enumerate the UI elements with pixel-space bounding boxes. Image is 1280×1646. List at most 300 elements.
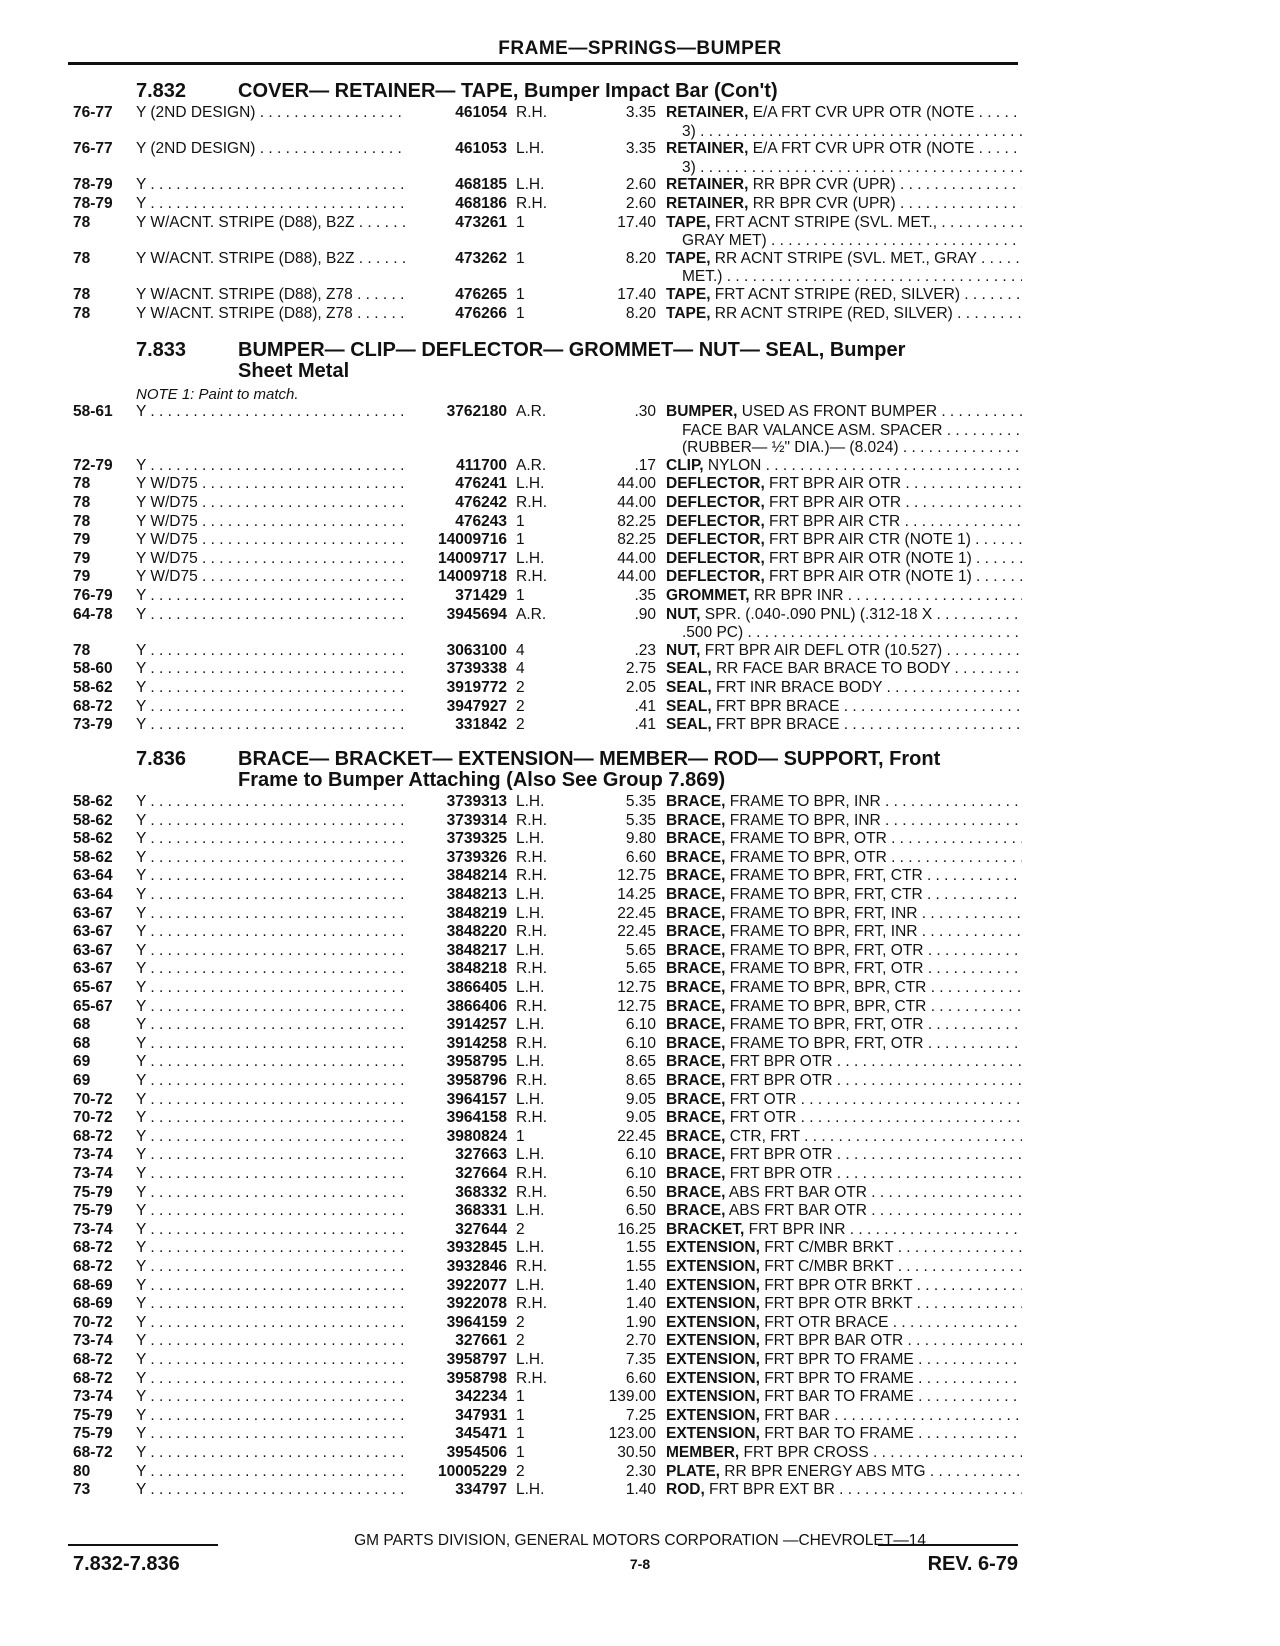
part-detail: FRT C/MBR BRKT: [759, 1239, 894, 1257]
quantity: L.H.: [516, 1481, 545, 1499]
part-detail: E/A FRT CVR UPR OTR (NOTE: [748, 104, 975, 121]
part-name: EXTENSION,: [666, 1239, 760, 1257]
part-row: [0, 886, 1280, 905]
part-detail: RR FACE BAR BRACE TO BODY: [711, 660, 951, 678]
application: Y . . .: [136, 849, 406, 868]
price: 82.25: [617, 531, 656, 549]
part-detail: FRT BPR AIR DEFL OTR (10.527): [700, 641, 943, 659]
section-title: COVER— RETAINER— TAPE, Bumper Impact Bar (Con't): [238, 80, 778, 102]
application: Y . . .: [136, 1165, 406, 1184]
part-row: [0, 494, 1280, 513]
part-number: 3932845: [446, 1239, 507, 1257]
year-range: 80: [73, 1462, 91, 1480]
part-name: DEFLECTOR,: [666, 531, 765, 549]
part-number: 3964158: [446, 1109, 507, 1127]
year-range: 68-72: [73, 1444, 113, 1461]
part-row: [0, 1407, 1280, 1426]
part-name: BRACE,: [666, 923, 726, 941]
part-name: NUT,: [666, 605, 701, 623]
part-detail: FRAME TO BPR, OTR: [725, 830, 887, 848]
year-range: 75-79: [73, 1425, 113, 1443]
part-detail: FRAME TO BPR, INR: [725, 811, 881, 829]
year-range: 73-74: [73, 1165, 113, 1182]
part-detail: RR ACNT STRIPE (RED, SILVER): [710, 304, 953, 322]
part-row: [0, 286, 1280, 305]
description-continued: [0, 123, 1280, 142]
part-name: SEAL,: [666, 716, 712, 734]
application: Y . . .: [136, 1351, 406, 1370]
part-number: 3958798: [446, 1369, 507, 1387]
quantity: L.H.: [516, 1016, 545, 1034]
part-number: 3919772: [446, 679, 507, 696]
part-row: [0, 867, 1280, 886]
part-name: RETAINER,: [666, 195, 749, 212]
year-range: 68-72: [73, 1239, 113, 1257]
price: .35: [634, 587, 656, 604]
price: 6.10: [625, 1034, 656, 1052]
description: [666, 1184, 1022, 1203]
price: 6.50: [625, 1183, 656, 1201]
year-range: 72-79: [73, 456, 113, 474]
part-row: [0, 176, 1280, 195]
application: Y . . .: [136, 1035, 406, 1054]
price: 2.75: [625, 660, 656, 678]
part-detail-continued: (RUBBER— ½" DIA.)— (8.024) . . .: [682, 439, 1022, 458]
year-range: 78: [73, 249, 91, 267]
quantity: 1: [516, 304, 525, 322]
description: [666, 403, 1022, 422]
application: Y . . .: [136, 1295, 406, 1314]
description: [666, 1425, 1022, 1444]
description: [666, 250, 1022, 269]
part-number: 3954506: [446, 1444, 507, 1461]
part-number: 468186: [455, 195, 507, 212]
price: 44.00: [617, 549, 656, 567]
description: [666, 1370, 1022, 1389]
description: [666, 1035, 1022, 1054]
application: Y . . .: [136, 1146, 406, 1165]
part-row: [0, 1351, 1280, 1370]
price: .17: [634, 456, 656, 474]
year-range: 58-62: [73, 793, 113, 810]
part-number: 476265: [455, 286, 507, 303]
description-continued: [0, 268, 1280, 287]
part-row: [0, 960, 1280, 979]
price: 5.35: [625, 811, 656, 829]
price: 1.90: [625, 1313, 656, 1331]
part-name: EXTENSION,: [666, 1388, 760, 1406]
part-name: BRACE,: [666, 1072, 726, 1089]
description: [666, 1072, 1022, 1091]
year-range: 58-60: [73, 660, 113, 678]
section-title-continued: Frame to Bumper Attaching (Also See Group 7.869): [238, 769, 726, 791]
part-number: 3739326: [446, 848, 507, 866]
description: [666, 1258, 1022, 1277]
part-number: 3958796: [446, 1072, 507, 1089]
part-number: 476242: [455, 494, 507, 511]
price: 6.60: [625, 848, 656, 866]
part-number: 10005229: [438, 1462, 507, 1480]
part-name: NUT,: [666, 641, 701, 659]
part-row: [0, 1314, 1280, 1333]
part-detail: FRT BPR OTR: [725, 1146, 833, 1164]
part-row: [0, 475, 1280, 494]
price: 2.30: [625, 1462, 656, 1480]
part-name: SEAL,: [666, 697, 712, 715]
part-number: 476266: [455, 304, 507, 322]
section-heading-7832: [136, 81, 778, 102]
quantity: 2: [516, 679, 525, 696]
quantity: R.H.: [516, 104, 547, 121]
application: Y . . .: [136, 942, 406, 961]
part-row: [0, 1221, 1280, 1240]
year-range: 63-67: [73, 960, 113, 978]
price: 9.80: [625, 830, 656, 848]
price: 5.35: [625, 793, 656, 810]
part-row: [0, 849, 1280, 868]
part-number: 3848214: [446, 867, 507, 885]
part-detail: FRAME TO BPR, FRT, INR: [725, 923, 918, 941]
part-name: EXTENSION,: [666, 1332, 760, 1350]
part-row: [0, 1202, 1280, 1221]
part-row: [0, 1053, 1280, 1072]
description: [666, 1128, 1022, 1147]
part-detail: FRT BAR: [759, 1406, 830, 1424]
part-detail: ABS FRT BAR OTR: [725, 1183, 867, 1201]
part-detail: RR BPR CVR (UPR): [748, 176, 896, 194]
part-name: EXTENSION,: [666, 1369, 760, 1387]
part-number: 3945694: [446, 605, 507, 623]
header-rule: [68, 62, 1018, 65]
part-number: 345471: [455, 1425, 507, 1443]
year-range: 78: [73, 213, 91, 231]
year-range: 63-64: [73, 886, 113, 903]
quantity: R.H.: [516, 923, 547, 941]
part-row: [0, 195, 1280, 214]
part-detail: RR ACNT STRIPE (SVL. MET., GRAY: [710, 249, 977, 267]
page-header: FRAME—SPRINGS—BUMPER: [498, 38, 782, 59]
part-detail: FRT OTR: [725, 1090, 797, 1108]
description: [666, 568, 1022, 587]
part-name: BRACE,: [666, 1146, 726, 1164]
year-range: 78: [73, 494, 91, 511]
part-row: [0, 140, 1280, 159]
description: [666, 104, 1022, 123]
application: Y . . .: [136, 1091, 406, 1110]
footer-group-range: 7.832-7.836: [73, 1553, 180, 1575]
application: Y . . .: [136, 998, 406, 1017]
description: [666, 513, 1022, 532]
part-number: 342234: [455, 1388, 507, 1406]
part-detail: FRAME TO BPR, FRT, OTR: [725, 1034, 924, 1052]
application: Y . . .: [136, 1463, 406, 1482]
year-range: 68-72: [73, 1369, 113, 1387]
part-name: BRACE,: [666, 1183, 726, 1201]
year-range: 78: [73, 304, 91, 322]
description-continued: [0, 422, 1280, 441]
part-name: EXTENSION,: [666, 1295, 760, 1313]
part-number: 3739314: [446, 811, 507, 829]
application: Y . . .: [136, 1016, 406, 1035]
part-detail: FRT C/MBR BRKT: [759, 1258, 894, 1275]
price: 6.10: [625, 1016, 656, 1034]
quantity: L.H.: [516, 1090, 545, 1108]
application: Y . . .: [136, 1425, 406, 1444]
part-number: 461054: [455, 104, 507, 121]
part-name: BRACE,: [666, 1165, 726, 1182]
price: 8.65: [625, 1053, 656, 1071]
application: Y . . .: [136, 606, 406, 625]
quantity: L.H.: [516, 549, 545, 567]
description: [666, 1277, 1022, 1296]
part-row: [0, 679, 1280, 698]
application: Y W/D75 . . .: [136, 475, 406, 494]
part-name: BRACE,: [666, 960, 726, 978]
part-number: 3922077: [446, 1276, 507, 1294]
part-number: 327661: [455, 1332, 507, 1350]
description: [666, 286, 1022, 305]
quantity: L.H.: [516, 979, 545, 996]
part-number: 3762180: [446, 403, 507, 420]
price: .41: [634, 697, 656, 715]
part-name: SEAL,: [666, 660, 712, 678]
year-range: 68: [73, 1034, 91, 1052]
part-detail-continued: 3) . . .: [682, 159, 1022, 178]
quantity: 1: [516, 1425, 525, 1443]
part-name: BRACE,: [666, 1202, 726, 1220]
description: [666, 942, 1022, 961]
part-name: PLATE,: [666, 1462, 720, 1480]
year-range: 78-79: [73, 176, 113, 194]
price: 2.05: [625, 679, 656, 696]
quantity: R.H.: [516, 997, 547, 1015]
part-row: [0, 1277, 1280, 1296]
year-range: 76-77: [73, 140, 113, 158]
part-row: [0, 550, 1280, 569]
part-detail: RR BPR ENERGY ABS MTG: [719, 1462, 926, 1480]
description: [666, 140, 1022, 159]
part-number: 411700: [456, 456, 507, 474]
part-row: [0, 1295, 1280, 1314]
price: 44.00: [617, 568, 656, 586]
year-range: 64-78: [73, 605, 113, 623]
description: [666, 1351, 1022, 1370]
section-title: BRACE— BRACKET— EXTENSION— MEMBER— ROD— SUPPORT, Front: [238, 748, 941, 770]
quantity: R.H.: [516, 867, 547, 885]
year-range: 63-67: [73, 904, 113, 922]
quantity: L.H.: [516, 1053, 545, 1071]
quantity: 4: [516, 660, 525, 678]
part-name: DEFLECTOR,: [666, 568, 765, 586]
section-heading-7836: [136, 749, 940, 791]
price: 6.60: [625, 1369, 656, 1387]
part-row: [0, 830, 1280, 849]
price: 5.65: [625, 941, 656, 959]
application: Y W/D75 . . .: [136, 568, 406, 587]
part-name: TAPE,: [666, 304, 711, 322]
year-range: 65-67: [73, 997, 113, 1015]
quantity: 1: [516, 1444, 525, 1461]
application: Y . . .: [136, 1444, 406, 1463]
year-range: 58-62: [73, 830, 113, 848]
part-detail: FRT BPR OTR: [725, 1165, 833, 1182]
application: Y . . .: [136, 905, 406, 924]
price: 123.00: [608, 1425, 656, 1443]
quantity: L.H.: [516, 140, 545, 158]
quantity: L.H.: [516, 1239, 545, 1257]
price: 8.65: [625, 1072, 656, 1089]
application: Y . . .: [136, 830, 406, 849]
price: 14.25: [617, 886, 656, 903]
part-detail: FRT BPR AIR OTR (NOTE 1): [764, 549, 972, 567]
price: 17.40: [617, 213, 656, 231]
price: 22.45: [617, 1127, 656, 1145]
year-range: 68-69: [73, 1276, 113, 1294]
part-name: TAPE,: [666, 249, 711, 267]
part-name: EXTENSION,: [666, 1258, 760, 1275]
description: [666, 1053, 1022, 1072]
part-row: [0, 104, 1280, 123]
part-name: BRACE,: [666, 848, 726, 866]
part-detail: E/A FRT CVR UPR OTR (NOTE: [748, 140, 975, 158]
price: 1.40: [625, 1295, 656, 1313]
part-number: 3922078: [446, 1295, 507, 1313]
section-number: 7.832: [136, 80, 187, 102]
part-number: 371429: [455, 587, 507, 604]
year-range: 79: [73, 531, 91, 549]
part-name: BRACE,: [666, 904, 726, 922]
part-name: BRACE,: [666, 997, 726, 1015]
quantity: A.R.: [516, 403, 547, 420]
quantity: R.H.: [516, 848, 547, 866]
year-range: 68: [73, 1016, 91, 1034]
section-number: 7.833: [136, 339, 187, 361]
year-range: 58-62: [73, 679, 113, 696]
description-continued: [0, 232, 1280, 251]
year-range: 70-72: [73, 1090, 113, 1108]
description: [666, 214, 1022, 233]
part-row: [0, 1370, 1280, 1389]
description: [666, 867, 1022, 886]
year-range: 73-74: [73, 1146, 113, 1164]
application: Y . . .: [136, 886, 406, 905]
year-range: 73-79: [73, 716, 113, 734]
part-name: BRACE,: [666, 1090, 726, 1108]
part-number: 3848217: [446, 941, 507, 959]
part-number: 3914257: [446, 1016, 507, 1034]
part-name: TAPE,: [666, 213, 711, 231]
year-range: 68-72: [73, 1127, 113, 1145]
quantity: 1: [516, 1406, 525, 1424]
part-name: BRACE,: [666, 1053, 726, 1071]
application: Y . . .: [136, 1053, 406, 1072]
quantity: R.H.: [516, 1183, 547, 1201]
year-range: 75-79: [73, 1183, 113, 1201]
description: [666, 849, 1022, 868]
quantity: 2: [516, 1462, 525, 1480]
description: [666, 1407, 1022, 1426]
year-range: 69: [73, 1072, 91, 1089]
year-range: 73-74: [73, 1220, 113, 1238]
part-name: BRACE,: [666, 830, 726, 848]
part-name: EXTENSION,: [666, 1313, 760, 1331]
part-number: 334797: [455, 1481, 507, 1499]
part-number: 3848213: [446, 886, 507, 903]
part-name: EXTENSION,: [666, 1276, 760, 1294]
price: 6.10: [625, 1146, 656, 1164]
part-name: BUMPER,: [666, 403, 738, 420]
application: Y . . .: [136, 587, 406, 606]
year-range: 63-67: [73, 923, 113, 941]
part-name: RETAINER,: [666, 176, 749, 194]
description: [666, 1016, 1022, 1035]
application: Y . . .: [136, 176, 406, 195]
quantity: A.R.: [516, 605, 547, 623]
price: 2.60: [625, 195, 656, 212]
application: Y W/D75 . . .: [136, 550, 406, 569]
part-detail: FRT OTR BRACE: [759, 1313, 889, 1331]
part-row: [0, 1388, 1280, 1407]
part-detail: FRT BPR BAR OTR: [759, 1332, 904, 1350]
description: [666, 998, 1022, 1017]
part-name: BRACKET,: [666, 1220, 745, 1238]
description: [666, 587, 1022, 606]
application: Y . . .: [136, 1332, 406, 1351]
part-row: [0, 1184, 1280, 1203]
part-row: [0, 606, 1280, 625]
part-name: RETAINER,: [666, 104, 749, 121]
description: [666, 457, 1022, 476]
quantity: L.H.: [516, 886, 545, 903]
part-row: [0, 1165, 1280, 1184]
part-detail-continued: FACE BAR VALANCE ASM. SPACER . . .: [682, 422, 1022, 441]
description: [666, 606, 1022, 625]
part-row: [0, 1091, 1280, 1110]
application: Y W/ACNT. STRIPE (D88), Z78 . . .: [136, 305, 406, 324]
quantity: 1: [516, 587, 525, 604]
part-number: 3964157: [446, 1090, 507, 1108]
part-detail-continued: .500 PC) . . .: [682, 624, 1022, 643]
description: [666, 660, 1022, 679]
part-number: 3947927: [446, 697, 507, 715]
part-number: 3866405: [446, 979, 507, 996]
part-detail: FRAME TO BPR, FRT, CTR: [725, 867, 923, 885]
part-detail-continued: 3) . . .: [682, 123, 1022, 142]
description: [666, 195, 1022, 214]
part-name: BRACE,: [666, 1034, 726, 1052]
application: Y (2ND DESIGN) . . .: [136, 140, 406, 159]
footer-line: GM PARTS DIVISION, GENERAL MOTORS CORPORATION —CHEVROLET—14: [354, 1532, 926, 1549]
part-detail-continued: MET.) . . .: [682, 268, 1022, 287]
part-number: 461053: [455, 140, 507, 158]
description: [666, 1481, 1022, 1500]
part-number: 3914258: [446, 1034, 507, 1052]
application: Y . . .: [136, 1202, 406, 1221]
part-row: [0, 250, 1280, 269]
year-range: 73-74: [73, 1332, 113, 1350]
part-name: RETAINER,: [666, 140, 749, 158]
part-detail: FRT BPR TO FRAME: [759, 1369, 914, 1387]
price: 7.25: [625, 1406, 656, 1424]
application: Y . . .: [136, 1370, 406, 1389]
part-detail: FRAME TO BPR, FRT, OTR: [725, 941, 924, 959]
part-number: 476241: [455, 475, 507, 493]
section-heading-7833: [136, 340, 905, 382]
part-row: [0, 793, 1280, 812]
price: 12.75: [617, 997, 656, 1015]
section-title-continued: Sheet Metal: [238, 360, 350, 382]
description: [666, 793, 1022, 812]
